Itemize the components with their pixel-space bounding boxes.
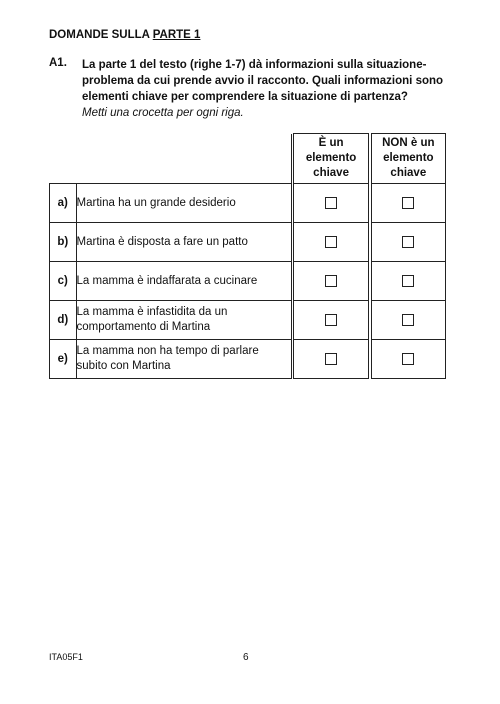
checkbox-no-cell (371, 262, 445, 301)
row-statement: Martina ha un grande desiderio (76, 184, 291, 223)
table-header-row (50, 134, 446, 184)
question-instruction: Metti una crocetta per ogni riga. (82, 107, 244, 119)
checkbox-yes-cell (294, 262, 368, 301)
column-header-yes: È un elemento chiave (294, 134, 368, 184)
checkbox-no-cell (371, 184, 445, 223)
question-number: A1. (49, 57, 67, 69)
row-letter: a) (50, 184, 77, 223)
checkbox-yes[interactable] (325, 197, 337, 209)
table-row (50, 301, 446, 340)
table-row (50, 262, 446, 301)
table-header-blank (50, 134, 292, 184)
table-row (50, 340, 446, 379)
checkbox-yes[interactable] (325, 236, 337, 248)
checkbox-no-cell (371, 301, 445, 340)
row-letter: b) (50, 223, 77, 262)
page-number: 6 (243, 652, 249, 663)
table-row (50, 223, 446, 262)
checkbox-no[interactable] (402, 275, 414, 287)
question-text: La parte 1 del testo (righe 1-7) dà informazioni sulla situazione-problema da cui prende avvio il racconto. Quali informazioni sono elementi chiave per comprendere la situazione di partenza? (82, 59, 444, 103)
row-statement: Martina è disposta a fare un patto (76, 223, 291, 262)
footer-code: ITA05F1 (49, 652, 83, 662)
checkbox-yes-cell (294, 184, 368, 223)
checkbox-yes[interactable] (325, 353, 337, 365)
table-row (50, 184, 446, 223)
checkbox-yes[interactable] (325, 314, 337, 326)
row-statement: La mamma è indaffarata a cucinare (76, 262, 291, 301)
checkbox-no[interactable] (402, 197, 414, 209)
row-letter: c) (50, 262, 77, 301)
checkbox-yes-cell (294, 340, 368, 379)
checkbox-yes-cell (294, 301, 368, 340)
checkbox-no[interactable] (402, 353, 414, 365)
checkbox-no[interactable] (402, 314, 414, 326)
heading-prefix: DOMANDE SULLA (49, 29, 153, 41)
row-letter: e) (50, 340, 77, 379)
row-statement: La mamma non ha tempo di parlare subito con Martina (76, 340, 291, 379)
checkbox-yes[interactable] (325, 275, 337, 287)
answer-table (49, 133, 446, 379)
row-letter: d) (50, 301, 77, 340)
checkbox-yes-cell (294, 223, 368, 262)
column-header-no: NON è un elemento chiave (371, 134, 445, 184)
heading-part: PARTE 1 (152, 29, 201, 41)
checkbox-no[interactable] (402, 236, 414, 248)
section-heading (49, 29, 200, 41)
checkbox-no-cell (371, 340, 445, 379)
checkbox-no-cell (371, 223, 445, 262)
row-statement: La mamma è infastidita da un comportamento di Martina (76, 301, 291, 340)
